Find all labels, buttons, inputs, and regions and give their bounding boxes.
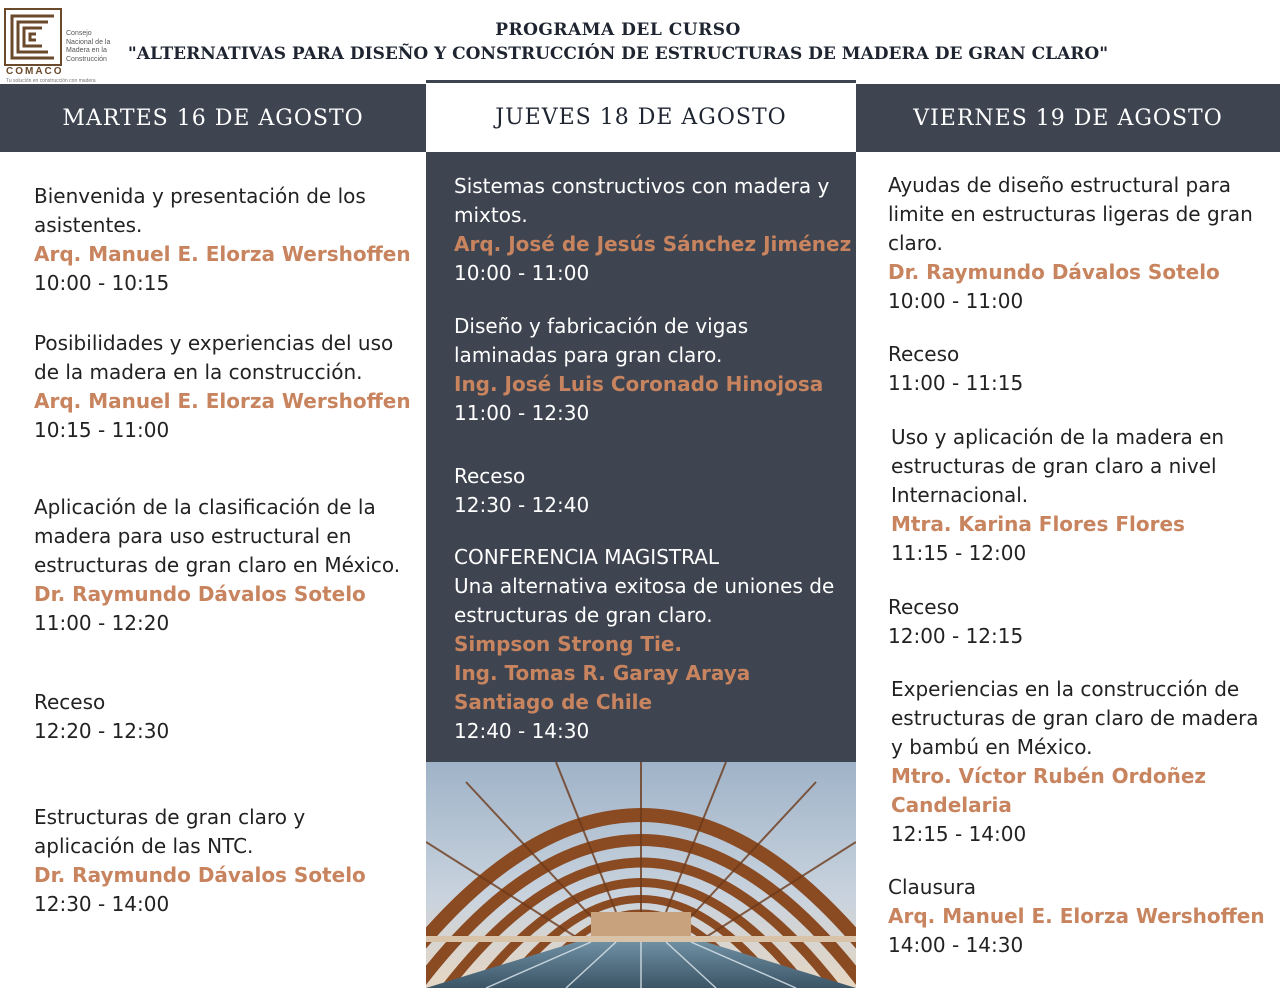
session-title: claro. <box>888 231 943 255</box>
session-title: Estructuras de gran claro y <box>34 805 306 829</box>
session-title: Diseño y fabricación de vigas <box>454 314 749 338</box>
session-item <box>891 423 1224 568</box>
session-title: mixtos. <box>454 203 528 227</box>
session-title: CONFERENCIA MAGISTRAL <box>454 545 720 569</box>
session-speaker: Ing. José Luis Coronado Hinojosa <box>454 372 824 396</box>
session-title: Receso <box>454 464 526 488</box>
session-title: Ayudas de diseño estructural para <box>888 173 1231 197</box>
session-speaker: Mtra. Karina Flores Flores <box>891 512 1185 536</box>
session-title: estructuras de gran claro a nivel <box>891 454 1217 478</box>
session-item <box>34 803 366 919</box>
session-title: madera para uso estructural en <box>34 524 352 548</box>
session-time: 12:15 - 14:00 <box>891 822 1027 846</box>
session-item <box>888 593 1023 651</box>
session-time: 10:00 - 11:00 <box>454 261 590 285</box>
session-speaker: Arq. José de Jesús Sánchez Jiménez <box>454 232 852 256</box>
session-title: Uso y aplicación de la madera en <box>891 425 1225 449</box>
session-title: Bienvenida y presentación de los <box>34 184 366 208</box>
session-time: 11:00 - 12:30 <box>454 401 590 425</box>
session-time: 12:30 - 14:00 <box>34 892 170 916</box>
session-title: asistentes. <box>34 213 143 237</box>
session-title: Aplicación de la clasificación de la <box>34 495 376 519</box>
session-time: 11:00 - 12:20 <box>34 611 170 635</box>
session-item <box>34 688 169 746</box>
session-speaker: Arq. Manuel E. Elorza Wershoffen <box>34 389 411 413</box>
session-time: 12:00 - 12:15 <box>888 624 1024 648</box>
session-title: Receso <box>34 690 106 714</box>
session-speaker: Candelaria <box>891 793 1012 817</box>
session-speaker: Simpson Strong Tie. <box>454 632 683 656</box>
session-item <box>34 182 411 298</box>
session-title: limite en estructuras ligeras de gran <box>888 202 1253 226</box>
thursday-column <box>426 152 856 762</box>
session-title: estructuras de gran claro en México. <box>34 553 401 577</box>
session-title: laminadas para gran claro. <box>454 343 723 367</box>
day-header-friday: VIERNES 19 DE AGOSTO <box>913 105 1223 131</box>
session-item <box>34 329 411 445</box>
session-speaker: Dr. Raymundo Dávalos Sotelo <box>34 863 366 887</box>
session-speaker: Santiago de Chile <box>454 690 653 714</box>
session-title: Una alternativa exitosa de uniones de <box>454 574 835 598</box>
session-title: de la madera en la construcción. <box>34 360 363 384</box>
logo-org-name: Consejo Nacional de la Madera en la Construcción <box>66 30 111 63</box>
session-time: 14:00 - 14:30 <box>888 933 1024 957</box>
program-heading: PROGRAMA DEL CURSO <box>495 20 741 40</box>
session-speaker: Ing. Tomas R. Garay Araya <box>454 661 751 685</box>
session-item <box>888 340 1023 398</box>
day-header-thursday: JUEVES 18 DE AGOSTO <box>426 80 856 152</box>
session-item <box>888 171 1253 316</box>
session-time: 11:00 - 11:15 <box>888 371 1024 395</box>
session-time: 11:15 - 12:00 <box>891 541 1027 565</box>
session-title: Clausura <box>888 875 977 899</box>
session-title: aplicación de las NTC. <box>34 834 254 858</box>
session-title: Sistemas constructivos con madera y <box>454 174 830 198</box>
session-title: Posibilidades y experiencias del uso <box>34 331 394 355</box>
session-time: 12:30 - 12:40 <box>454 493 590 517</box>
session-title: estructuras de gran claro. <box>454 603 713 627</box>
session-item <box>891 675 1259 849</box>
session-item <box>454 462 589 520</box>
logo-name: COMACO <box>6 66 64 77</box>
session-time: 12:20 - 12:30 <box>34 719 170 743</box>
course-title: "ALTERNATIVAS PARA DISEÑO Y CONSTRUCCIÓN DE ESTRUCTURAS DE MADERA DE GRAN CLARO" <box>127 44 1109 64</box>
session-speaker: Mtro. Víctor Rubén Ordoñez <box>891 764 1207 788</box>
session-item <box>454 172 851 288</box>
session-time: 12:40 - 14:30 <box>454 719 590 743</box>
session-title: Experiencias en la construcción de <box>891 677 1240 701</box>
session-time: 10:00 - 11:00 <box>888 289 1024 313</box>
session-title: estructuras de gran claro de madera <box>891 706 1259 730</box>
session-speaker: Arq. Manuel E. Elorza Wershoffen <box>34 242 411 266</box>
session-title: Receso <box>888 342 960 366</box>
session-item <box>34 493 400 638</box>
session-speaker: Dr. Raymundo Dávalos Sotelo <box>888 260 1220 284</box>
session-time: 10:00 - 10:15 <box>34 271 170 295</box>
session-title: y bambú en México. <box>891 735 1093 759</box>
session-item <box>454 312 823 428</box>
session-title: Internacional. <box>891 483 1029 507</box>
session-item <box>888 873 1265 960</box>
session-speaker: Arq. Manuel E. Elorza Wershoffen <box>888 904 1265 928</box>
session-speaker: Dr. Raymundo Dávalos Sotelo <box>34 582 366 606</box>
logo-tagline: Tu solución en construcción con madera <box>6 78 96 84</box>
session-item <box>454 543 834 746</box>
day-header-tuesday: MARTES 16 DE AGOSTO <box>62 105 364 131</box>
session-time: 10:15 - 11:00 <box>34 418 170 442</box>
session-title: Receso <box>888 595 960 619</box>
timber-roof-photo <box>426 762 856 988</box>
